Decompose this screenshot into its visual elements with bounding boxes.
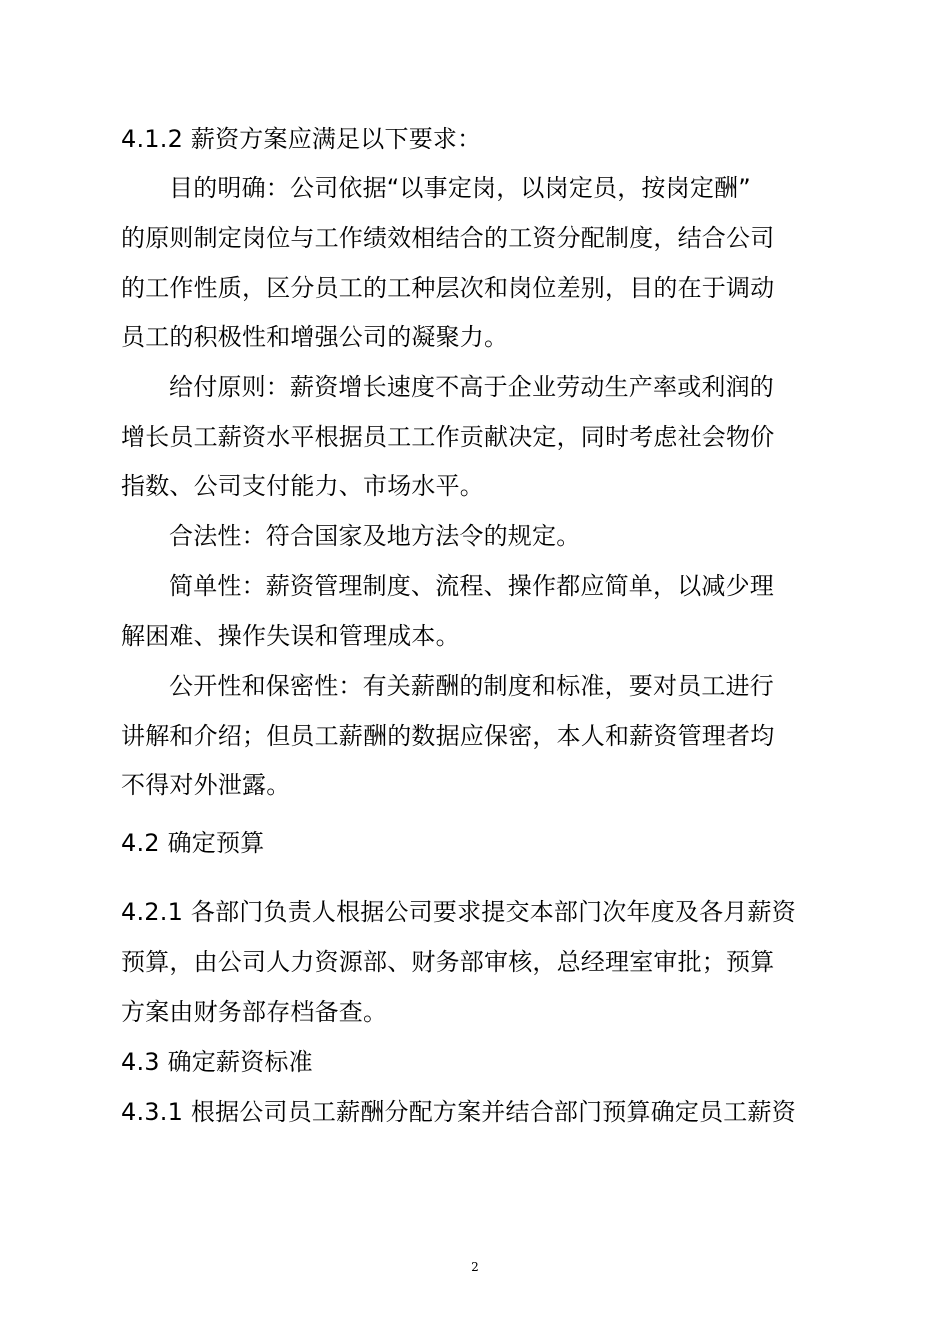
paragraph-line: 指数、公司支付能力、市场水平。 — [121, 472, 484, 500]
section-heading-4-2: 4.2 确定预算 — [121, 829, 265, 857]
paragraph-line: 讲解和介绍；但员工薪酬的数据应保密，本人和薪资管理者均 — [121, 722, 775, 750]
section-heading-4-3: 4.3 确定薪资标准 — [121, 1048, 313, 1076]
paragraph-line: 给付原则：薪资增长速度不高于企业劳动生产率或利润的 — [169, 373, 774, 401]
paragraph-line: 目的明确：公司依据“以事定岗，以岗定员，按岗定酬” — [169, 174, 751, 202]
paragraph-line: 的原则制定岗位与工作绩效相结合的工资分配制度，结合公司 — [121, 224, 775, 252]
section-heading-4-1-2: 4.1.2 薪资方案应满足以下要求： — [121, 125, 482, 153]
paragraph-line: 4.3.1 根据公司员工薪酬分配方案并结合部门预算确定员工薪资 — [121, 1098, 796, 1126]
paragraph-line: 增长员工薪资水平根据员工工作贡献决定，同时考虑社会物价 — [121, 423, 775, 451]
paragraph-line: 员工的积极性和增强公司的凝聚力。 — [121, 323, 509, 351]
page-number: 2 — [471, 1260, 479, 1274]
paragraph-line: 方案由财务部存档备查。 — [121, 998, 388, 1026]
paragraph-line: 4.2.1 各部门负责人根据公司要求提交本部门次年度及各月薪资 — [121, 898, 796, 926]
paragraph-line: 公开性和保密性：有关薪酬的制度和标准，要对员工进行 — [169, 672, 774, 700]
paragraph-line: 的工作性质，区分员工的工种层次和岗位差别，目的在于调动 — [121, 274, 775, 302]
paragraph-line: 不得对外泄露。 — [121, 771, 291, 799]
paragraph-line: 解困难、操作失误和管理成本。 — [121, 622, 460, 650]
paragraph-line: 简单性：薪资管理制度、流程、操作都应简单，以减少理 — [169, 572, 774, 600]
paragraph-line: 预算，由公司人力资源部、财务部审核，总经理室审批；预算 — [121, 948, 775, 976]
paragraph-line: 合法性：符合国家及地方法令的规定。 — [169, 522, 581, 550]
